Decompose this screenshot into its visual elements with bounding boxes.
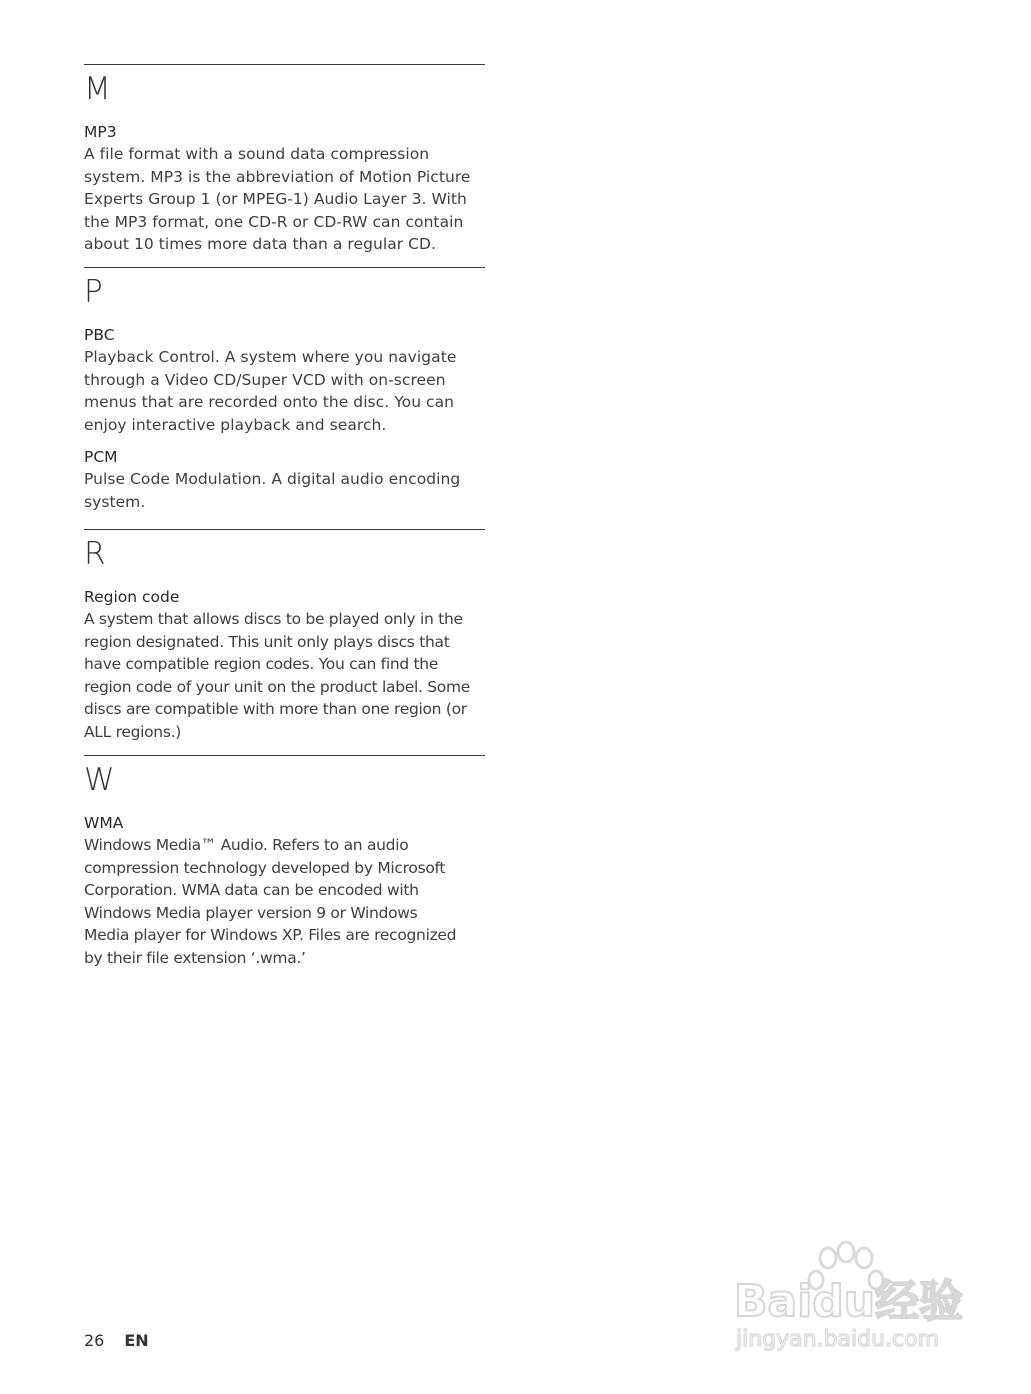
term-definition: [84, 834, 485, 970]
glossary-column: [84, 64, 485, 996]
section-letter: M: [84, 71, 111, 107]
term-definition: [84, 608, 485, 744]
term-definition: [84, 468, 485, 513]
baidu-watermark-logo: [732, 1238, 972, 1354]
definition-line: have compatible region codes. You can find the: [84, 655, 439, 674]
definition-line: Windows Media™ Audio. Refers to an audio: [84, 836, 409, 854]
definition-line: Media player for Windows XP. Files are recognized: [84, 926, 457, 945]
glossary-entry-mp3: [84, 121, 485, 256]
definition-line: Playback Control. A system where you navigate: [84, 348, 457, 366]
definition-line: about 10 times more data than a regular CD.: [84, 235, 436, 254]
glossary-entry-pcm: [84, 446, 485, 513]
definition-line: system. MP3 is the abbreviation of Motion Picture: [84, 167, 471, 186]
term-heading: PCM: [84, 448, 118, 467]
definition-line: discs are compatible with more than one region (or: [84, 700, 467, 719]
baidu-paw-icon: [732, 1238, 972, 1354]
term-heading: WMA: [84, 814, 124, 832]
watermark-brand: Baidu经验: [734, 1276, 964, 1327]
definition-line: enjoy interactive playback and search.: [84, 415, 387, 434]
definition-line: Pulse Code Modulation. A digital audio encoding: [84, 470, 461, 489]
definition-line: through a Video CD/Super VCD with on-screen: [84, 370, 446, 389]
definition-line: compression technology developed by Microsoft: [84, 858, 446, 877]
definition-line: Experts Group 1 (or MPEG-1) Audio Layer 3. With: [84, 190, 467, 209]
definition-line: region designated. This unit only plays discs that: [84, 632, 450, 651]
term-definition: [84, 346, 485, 436]
glossary-entry-pbc: [84, 324, 485, 436]
term-heading: PBC: [84, 326, 115, 344]
definition-line: Windows Media player version 9 or Windows: [84, 903, 418, 922]
glossary-section-p: [84, 267, 485, 529]
definition-line: A system that allows discs to be played only in the: [84, 610, 463, 628]
glossary-section-r: [84, 529, 485, 755]
section-letter: R: [84, 536, 106, 572]
term-heading: MP3: [84, 123, 117, 141]
definition-line: ALL regions.): [84, 722, 181, 741]
language-label: EN: [124, 1331, 149, 1350]
definition-line: region code of your unit on the product label. Some: [84, 677, 470, 696]
glossary-entry-region-code: [84, 586, 485, 744]
definition-line: the MP3 format, one CD-R or CD-RW can contain: [84, 212, 464, 231]
definition-line: A file format with a sound data compression: [84, 145, 430, 163]
section-letter: W: [84, 762, 115, 798]
term-heading: Region code: [84, 588, 180, 606]
page-footer: [84, 1330, 149, 1352]
term-definition: [84, 143, 485, 256]
definition-line: system.: [84, 492, 146, 511]
glossary-section-m: [84, 64, 485, 267]
glossary-entry-wma: [84, 812, 485, 970]
definition-line: menus that are recorded onto the disc. You can: [84, 393, 455, 412]
watermark-url: jingyan.baidu.com: [736, 1327, 940, 1352]
definition-line: by their file extension ‘.wma.’: [84, 948, 306, 967]
page-number: 26: [84, 1331, 105, 1350]
glossary-section-w: [84, 755, 485, 996]
definition-line: Corporation. WMA data can be encoded with: [84, 881, 419, 900]
section-letter: P: [84, 274, 103, 310]
